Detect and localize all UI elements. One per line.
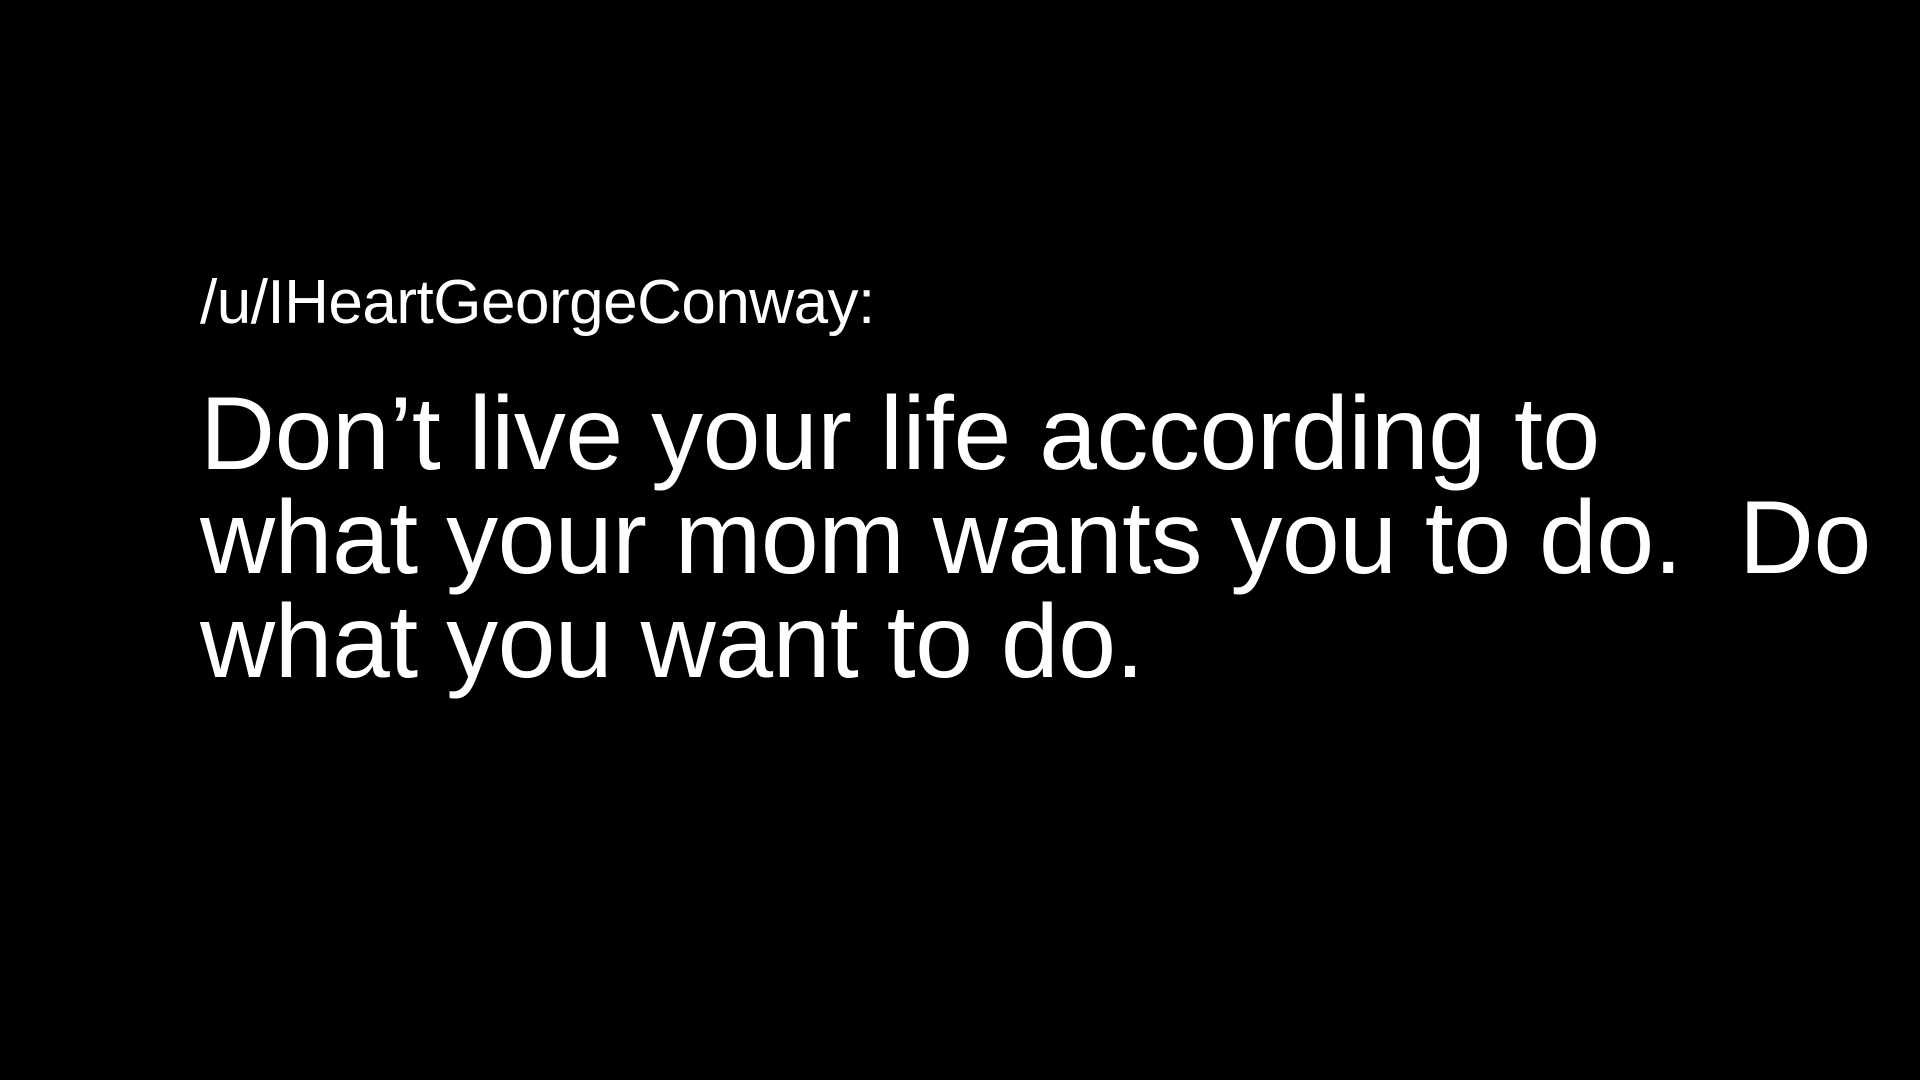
quote-line: Don’t live your life according to	[200, 376, 1600, 492]
quote-text	[200, 376, 1920, 700]
author-handle: /u/IHeartGeorgeConway:	[200, 268, 875, 337]
quote-line: what your mom wants you to do. Do	[200, 480, 1871, 596]
quote-line: what you want to do.	[200, 584, 1144, 700]
